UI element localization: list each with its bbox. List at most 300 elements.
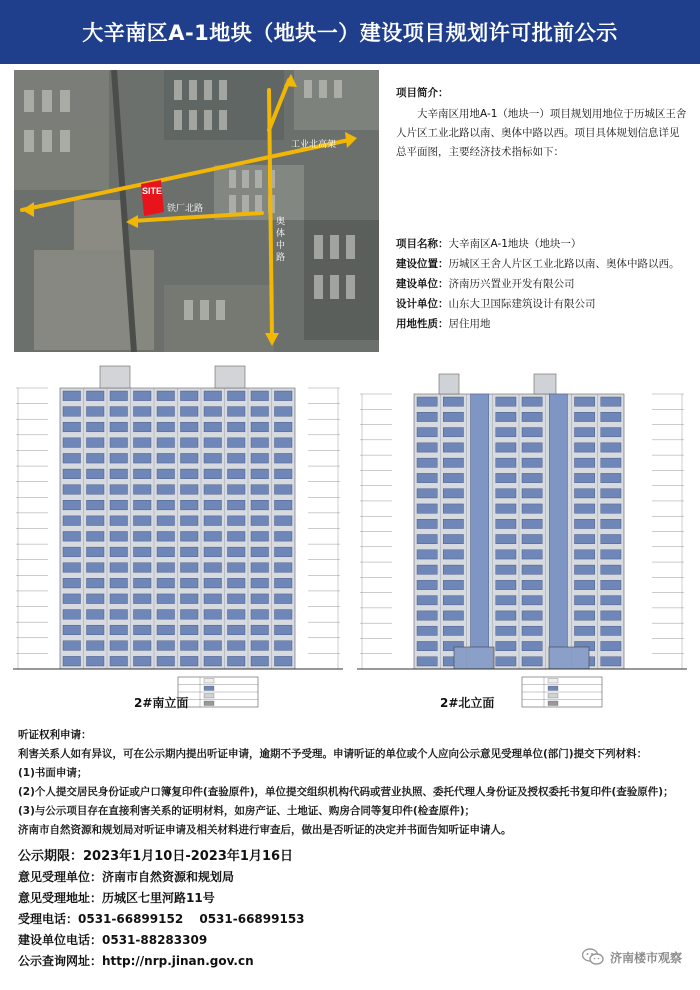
window (228, 500, 246, 510)
window (63, 625, 81, 635)
window (63, 532, 81, 542)
window (110, 563, 128, 573)
window (443, 626, 463, 635)
window (601, 626, 621, 635)
window (110, 469, 128, 479)
window (275, 656, 293, 666)
window (181, 453, 199, 463)
window (228, 485, 246, 495)
window (275, 422, 293, 432)
window (522, 412, 542, 421)
window (204, 578, 222, 588)
window (228, 625, 246, 635)
window (87, 656, 105, 666)
window (157, 578, 175, 588)
window (157, 422, 175, 432)
window (204, 610, 222, 620)
window (496, 397, 516, 406)
window (275, 500, 293, 510)
window (63, 407, 81, 417)
hearing-rights-line: 利害关系人如有异议，可在公示期内提出听证申请，逾期不予受理。申请听证的单位或个人应向公示意见受理单位(部门)提交下列材料： (18, 748, 648, 760)
window (204, 469, 222, 479)
stair-window-strip (549, 394, 567, 669)
aerial-site-map (14, 70, 379, 352)
window (228, 438, 246, 448)
window (110, 578, 128, 588)
window (157, 610, 175, 620)
window (496, 519, 516, 528)
roof-core (439, 374, 459, 394)
window (63, 516, 81, 526)
window (181, 625, 199, 635)
window (251, 485, 269, 495)
north-elevation-drawing (352, 364, 692, 709)
window (275, 407, 293, 417)
window (575, 626, 595, 635)
window (251, 422, 269, 432)
window (522, 565, 542, 574)
window (522, 489, 542, 498)
window (443, 535, 463, 544)
window (417, 550, 437, 559)
window (110, 547, 128, 557)
window (110, 641, 128, 651)
detail-value: 居住用地 (448, 318, 491, 330)
window (63, 500, 81, 510)
window (87, 422, 105, 432)
window (228, 407, 246, 417)
window (63, 453, 81, 463)
window (63, 594, 81, 604)
window (496, 565, 516, 574)
window (157, 485, 175, 495)
window (87, 407, 105, 417)
window (601, 580, 621, 589)
window (181, 610, 199, 620)
window (110, 391, 128, 401)
watermark (582, 948, 682, 966)
window (443, 565, 463, 574)
window (228, 391, 246, 401)
window (157, 500, 175, 510)
detail-value: 山东大卫国际建筑设计有限公司 (448, 298, 596, 310)
window (110, 500, 128, 510)
window (87, 469, 105, 479)
window (275, 485, 293, 495)
south-elevation-caption: 2#南立面 (134, 696, 189, 710)
window (181, 656, 199, 666)
builder-phone: 建设单位电话：0531-88283309 (18, 933, 208, 947)
window (157, 547, 175, 557)
detail-value: 济南历兴置业开发有限公司 (448, 278, 575, 290)
window (157, 438, 175, 448)
window (228, 453, 246, 463)
detail-key: 建设单位： (396, 278, 449, 290)
window (496, 428, 516, 437)
window (134, 610, 152, 620)
window (204, 625, 222, 635)
window (522, 428, 542, 437)
hearing-rights-section (18, 726, 688, 840)
window (63, 438, 81, 448)
window (275, 625, 293, 635)
window (417, 626, 437, 635)
watermark-text: 济南楼市观察 (609, 950, 682, 965)
window (228, 532, 246, 542)
window (443, 473, 463, 482)
window (575, 428, 595, 437)
window (496, 611, 516, 620)
page-title (0, 0, 700, 64)
window (275, 391, 293, 401)
window (204, 532, 222, 542)
window (63, 578, 81, 588)
window (181, 469, 199, 479)
window (157, 641, 175, 651)
window (601, 657, 621, 666)
hearing-rights-line: (2)个人提交居民身份证或户口簿复印件(查验原件)，单位提交组织机构代码或营业执照、委托代理人身份证及授权委托书复印件(查验原件)； (18, 786, 674, 798)
window (87, 516, 105, 526)
window (443, 489, 463, 498)
window (601, 489, 621, 498)
window (251, 578, 269, 588)
window (87, 391, 105, 401)
window (496, 657, 516, 666)
window (601, 641, 621, 650)
window (575, 535, 595, 544)
window (575, 611, 595, 620)
north-elevation-caption: 2#北立面 (440, 696, 495, 710)
window (251, 641, 269, 651)
window (134, 438, 152, 448)
window (204, 656, 222, 666)
window (63, 485, 81, 495)
entrance (454, 647, 494, 669)
window (522, 657, 542, 666)
window (134, 485, 152, 495)
window (417, 489, 437, 498)
window (443, 443, 463, 452)
window (87, 485, 105, 495)
window (496, 473, 516, 482)
window (601, 504, 621, 513)
window (204, 500, 222, 510)
window (522, 596, 542, 605)
window (522, 580, 542, 589)
window (134, 469, 152, 479)
window (251, 469, 269, 479)
query-website[interactable]: 公示查询网址：http://nrp.jinan.gov.cn (18, 954, 254, 968)
window (251, 438, 269, 448)
window (575, 580, 595, 589)
window (110, 407, 128, 417)
window (204, 485, 222, 495)
window (522, 458, 542, 467)
road-label-tiechang: 铁厂北路 (167, 204, 204, 214)
window (204, 516, 222, 526)
hearing-rights-line: 济南市自然资源和规划局对听证申请及相关材料进行审查后，做出是否听证的决定并书面告知听证申请人。 (18, 824, 512, 836)
window (110, 453, 128, 463)
window (157, 656, 175, 666)
window (87, 532, 105, 542)
window (157, 532, 175, 542)
contact-block (18, 846, 578, 972)
window (522, 626, 542, 635)
window (275, 438, 293, 448)
window (204, 407, 222, 417)
window (275, 453, 293, 463)
window (601, 535, 621, 544)
window (417, 641, 437, 650)
window (228, 469, 246, 479)
window (63, 563, 81, 573)
window (251, 453, 269, 463)
window (181, 407, 199, 417)
window (204, 422, 222, 432)
window (87, 453, 105, 463)
window (110, 422, 128, 432)
window (87, 594, 105, 604)
window (134, 453, 152, 463)
window (443, 504, 463, 513)
window (251, 547, 269, 557)
window (87, 547, 105, 557)
window (496, 535, 516, 544)
window (417, 473, 437, 482)
window (181, 422, 199, 432)
window (228, 641, 246, 651)
window (575, 443, 595, 452)
window (251, 532, 269, 542)
window (522, 473, 542, 482)
window (228, 563, 246, 573)
window (63, 641, 81, 651)
window (157, 391, 175, 401)
window (443, 458, 463, 467)
window (228, 422, 246, 432)
window (181, 563, 199, 573)
window (601, 550, 621, 559)
window (601, 519, 621, 528)
detail-value: 历城区王舍人片区工业北路以南、奥体中路以西。 (448, 258, 680, 270)
site-label: SITE (142, 186, 163, 196)
roof-stair-tower (215, 366, 245, 388)
window (228, 516, 246, 526)
window (575, 458, 595, 467)
window (181, 547, 199, 557)
window (417, 519, 437, 528)
window (496, 489, 516, 498)
window (228, 656, 246, 666)
window (417, 428, 437, 437)
window (87, 625, 105, 635)
window (275, 610, 293, 620)
window (251, 594, 269, 604)
roof-core (534, 374, 556, 394)
hearing-rights-line: (3)与公示项目存在直接利害关系的证明材料，如房产证、土地证、购房合同等复印件(检查原件)； (18, 805, 475, 817)
window (181, 516, 199, 526)
window (110, 516, 128, 526)
window (575, 550, 595, 559)
window (251, 407, 269, 417)
window (251, 563, 269, 573)
window (601, 473, 621, 482)
detail-value: 大辛南区A-1地块（地块一） (448, 238, 582, 250)
window (417, 504, 437, 513)
window (443, 611, 463, 620)
window (204, 438, 222, 448)
intro-title: 项目简介： (396, 87, 449, 99)
window (228, 547, 246, 557)
detail-key: 项目名称： (396, 238, 449, 250)
detail-row-landuse (396, 314, 688, 334)
window (575, 489, 595, 498)
window (575, 473, 595, 482)
window (251, 625, 269, 635)
window (228, 610, 246, 620)
detail-row-designer (396, 294, 688, 314)
window (204, 594, 222, 604)
window (204, 391, 222, 401)
window (443, 397, 463, 406)
window (417, 657, 437, 666)
window (496, 550, 516, 559)
window (275, 578, 293, 588)
window (496, 443, 516, 452)
window (601, 458, 621, 467)
detail-key: 设计单位： (396, 298, 449, 310)
window (87, 578, 105, 588)
window (134, 391, 152, 401)
window (63, 422, 81, 432)
window (496, 504, 516, 513)
window (228, 594, 246, 604)
window (522, 504, 542, 513)
window (522, 443, 542, 452)
window (157, 516, 175, 526)
detail-key: 用地性质： (396, 318, 449, 330)
window (134, 594, 152, 604)
page-title-text: 大辛南区A-1地块（地块一）建设项目规划许可批前公示 (82, 21, 618, 45)
window (134, 563, 152, 573)
window (443, 412, 463, 421)
window (157, 594, 175, 604)
project-info (396, 84, 688, 330)
window (251, 391, 269, 401)
window (87, 563, 105, 573)
window (275, 469, 293, 479)
window (157, 453, 175, 463)
window (496, 412, 516, 421)
window (601, 428, 621, 437)
window (522, 550, 542, 559)
wechat-icon (582, 948, 604, 966)
window (417, 580, 437, 589)
window (443, 580, 463, 589)
window (181, 438, 199, 448)
window (443, 550, 463, 559)
window (275, 563, 293, 573)
publicity-period: 公示期限：2023年1月10日-2023年1月16日 (18, 849, 294, 864)
intro-body: 大辛南区用地A-1（地块一）项目规划用地位于历城区王舍人片区工业北路以南、奥体中路以西。项目具体规划信息详见总平面图，主要经济技术指标如下： (396, 108, 687, 158)
window (63, 547, 81, 557)
window (87, 500, 105, 510)
window (417, 458, 437, 467)
window (496, 641, 516, 650)
window (522, 611, 542, 620)
window (601, 443, 621, 452)
window (110, 594, 128, 604)
detail-row-location (396, 254, 688, 274)
window (110, 625, 128, 635)
window (575, 412, 595, 421)
window (275, 516, 293, 526)
window (134, 625, 152, 635)
window (443, 428, 463, 437)
window (204, 453, 222, 463)
stair-window-strip (471, 394, 489, 669)
window (228, 578, 246, 588)
south-elevation-drawing (8, 364, 348, 709)
window (601, 596, 621, 605)
window (575, 519, 595, 528)
opinion-unit: 意见受理单位：济南市自然资源和规划局 (18, 870, 235, 884)
window (443, 596, 463, 605)
window (601, 412, 621, 421)
window (110, 656, 128, 666)
detail-row-builder (396, 274, 688, 294)
window (204, 547, 222, 557)
window (134, 656, 152, 666)
window (134, 422, 152, 432)
window (275, 532, 293, 542)
detail-key: 建设位置： (396, 258, 449, 270)
window (251, 516, 269, 526)
window (251, 656, 269, 666)
window (417, 565, 437, 574)
window (417, 535, 437, 544)
window (134, 516, 152, 526)
project-details (396, 234, 688, 334)
window (134, 500, 152, 510)
window (110, 610, 128, 620)
window (522, 535, 542, 544)
window (575, 565, 595, 574)
window (134, 407, 152, 417)
detail-row-name (396, 234, 688, 254)
window (601, 565, 621, 574)
window (63, 469, 81, 479)
window (275, 641, 293, 651)
window (251, 500, 269, 510)
window (575, 504, 595, 513)
window (496, 580, 516, 589)
opinion-address: 意见受理地址：历城区七里河路11号 (18, 891, 215, 905)
window (157, 407, 175, 417)
window (496, 596, 516, 605)
window (157, 469, 175, 479)
window (496, 626, 516, 635)
window (417, 412, 437, 421)
window (110, 532, 128, 542)
window (157, 625, 175, 635)
window (275, 594, 293, 604)
window (134, 547, 152, 557)
window (601, 611, 621, 620)
window (63, 610, 81, 620)
window (157, 563, 175, 573)
window (134, 641, 152, 651)
